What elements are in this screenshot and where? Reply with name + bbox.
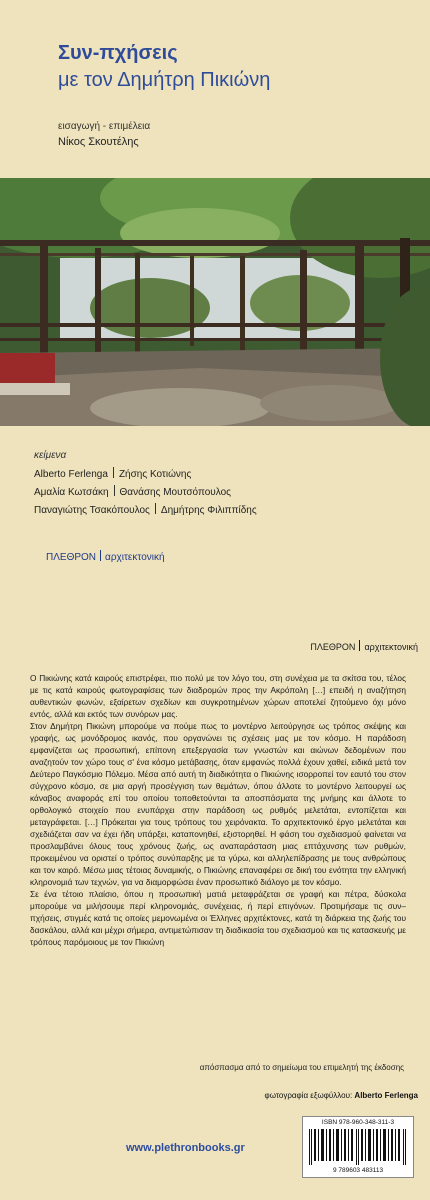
separator [113, 467, 114, 478]
separator [359, 640, 360, 651]
author-name: Δημήτρης Φιλιππίδης [160, 505, 257, 516]
separator [114, 485, 115, 496]
photo-credit-name: Alberto Ferlenga [354, 1091, 418, 1100]
separator [155, 503, 156, 514]
publisher-name: ΠΛΕΘΡΟΝ [310, 642, 356, 652]
editor-role: εισαγωγή - επιμέλεια [58, 121, 151, 132]
author-name: Ζήσης Κοτιώνης [118, 469, 192, 480]
publisher-mark [46, 550, 165, 563]
authors-row [34, 484, 257, 502]
photo-credit [265, 1091, 419, 1100]
publisher-series: αρχιτεκτονική [105, 552, 165, 563]
back-cover-text [30, 672, 406, 948]
publisher-series: αρχιτεκτονική [364, 642, 418, 652]
paragraph: Στον Δημήτρη Πικιώνη μπορούμε να πούμε πως το μοντέρνο λειτούργησε ως τρόπος σκέψης και γραφής, ως μονόδρομος ικανός, που οργανώνει τις σχέσεις μας με τον κόσμο. Η παράδοση εμφανίζεται ως προσωπική, επίπονη επεξεργασία των γνωστών και αιώνων δεδομένων που αναζητούν τον χώρο τους σ' ένα κόσμο μετάβασης, όταν εμφανώς πολλά έχουν χαθεί, ειδικά μετά τον Δεύτερο Παγκόσμιο Πόλεμο. Μέσα από αυτή τη διαδικότητα ο Πικιώνης ισορροπεί τον εαυτό του στον σύγχρονο κόσμο, σε μια αργή προσέγγιση των θεμάτων, όπου άλλοτε το μοντέρνο λειτουργεί ως κάναβος αναφοράς επί του οποίου τοποθετούνται τα αποσπάσματα της μνήμης και άλλοτε το ορθολογικό στοιχείο που ενυπάρχει στην παράδοση ως ρυθμός μελετάται, εντοπίζεται και μεταγράφεται. […] Πρόκειται για τους τρόπους του χειρόνακτα. Το αρχιτεκτονικό έργο μελετάται και σχεδιάζεται σαν να έχει ήδη υπάρξει, καταπονηθεί, εξιστορηθεί. Η φάση του σχεδιασμού φαίνεται να προσλαμβάνει όλους τους χρόνους ζωής, ως αναπαράσταση μιας επτάχυνσης των ρυθμών, προκειμένου να οριστεί ο τρόπος συνύπαρξης με τα γύρω, και αλληλεπίδρασης με τους ανθρώπους και τον καιρό. Μέσω μιας τέτοιας δυναμικής, ο Πικιώνης επαναφέρει σε δική του ενότητα την ελληνική κληρονομιά των τεχνών, για να διαμορφώσει έναν προσωπικό διάλογο με τον κόσμο. [30, 721, 406, 887]
title-line-1: Συν-πχήσεις [58, 42, 178, 64]
author-name: Παναγιώτης Τσακόπουλος [34, 505, 150, 516]
editor-name: Νίκος Σκουτέλης [58, 136, 139, 148]
isbn-number: 9 789603 483113 [332, 1167, 384, 1174]
paragraph: Ο Πικιώνης κατά καιρούς επιστρέφει, πιο πολύ με τον λόγο του, στη συνέχεια με τα σκίτσα του, τέλος με τις κατά καιρούς φωτογραφίσεις των διαδρομών προς την Ακρόπολη […] επειδή η αναζήτηση αυθεντικών φωνών, εξαίρετων σχεδίων και συγκροτημένων χώρων αποτελεί ζητούμενο όχι μόνο εντός, αλλά και εκτός των συνόρων μας. [30, 673, 406, 719]
website-link[interactable]: www.plethronbooks.gr [126, 1142, 245, 1154]
separator [100, 550, 101, 561]
texts-label: κείμενα [34, 450, 67, 461]
photo-credit-label: φωτογραφία εξωφύλλου: [264, 1091, 353, 1100]
book-title [58, 40, 270, 93]
excerpt-note: απόσπασμα από το σημείωμα του επιμελητή της έκδοσης [199, 1063, 404, 1072]
author-name: Θανάσης Μουτσόπουλος [119, 487, 231, 498]
author-name: Alberto Ferlenga [34, 469, 108, 480]
title-line-2: με τον Δημήτρη Πικιώνη [58, 69, 271, 91]
publisher-mark-back [310, 640, 418, 652]
authors-list [34, 466, 257, 520]
isbn-label: ISBN 978-960-348-311-3 [321, 1119, 395, 1126]
authors-row [34, 502, 257, 520]
isbn-barcode [302, 1116, 414, 1178]
paragraph: Σε ένα τέτοιο πλαίσιο, όπου η προσωπική ματιά μεταφράζεται σε γραφή και πέτρα, δύσκολα μπορούμε να μιλήσουμε περί κληρονομιάς, συνέχειας, ή περί επιγόνων. Προτιμήσαμε τις συν–πχήσεις, στιγμές κατά τις οποίες μεμονωμένα οι Έλληνες αρχιτέκτονες, κατά τη διάρκεια της ζωής του δασκάλου, αλλά και μέχρι σήμερα, αντιμετώπισαν τη διαδικασία του σχεδιασμού και τις κατασκευής με τρόπους παρόμοιους με τον Πικιώνη [30, 889, 406, 947]
authors-row [34, 466, 257, 484]
barcode-icon [309, 1129, 407, 1165]
author-name: Αμαλία Κωτσάκη [34, 487, 109, 498]
cover-photo [0, 178, 430, 426]
publisher-name: ΠΛΕΘΡΟΝ [46, 552, 97, 563]
